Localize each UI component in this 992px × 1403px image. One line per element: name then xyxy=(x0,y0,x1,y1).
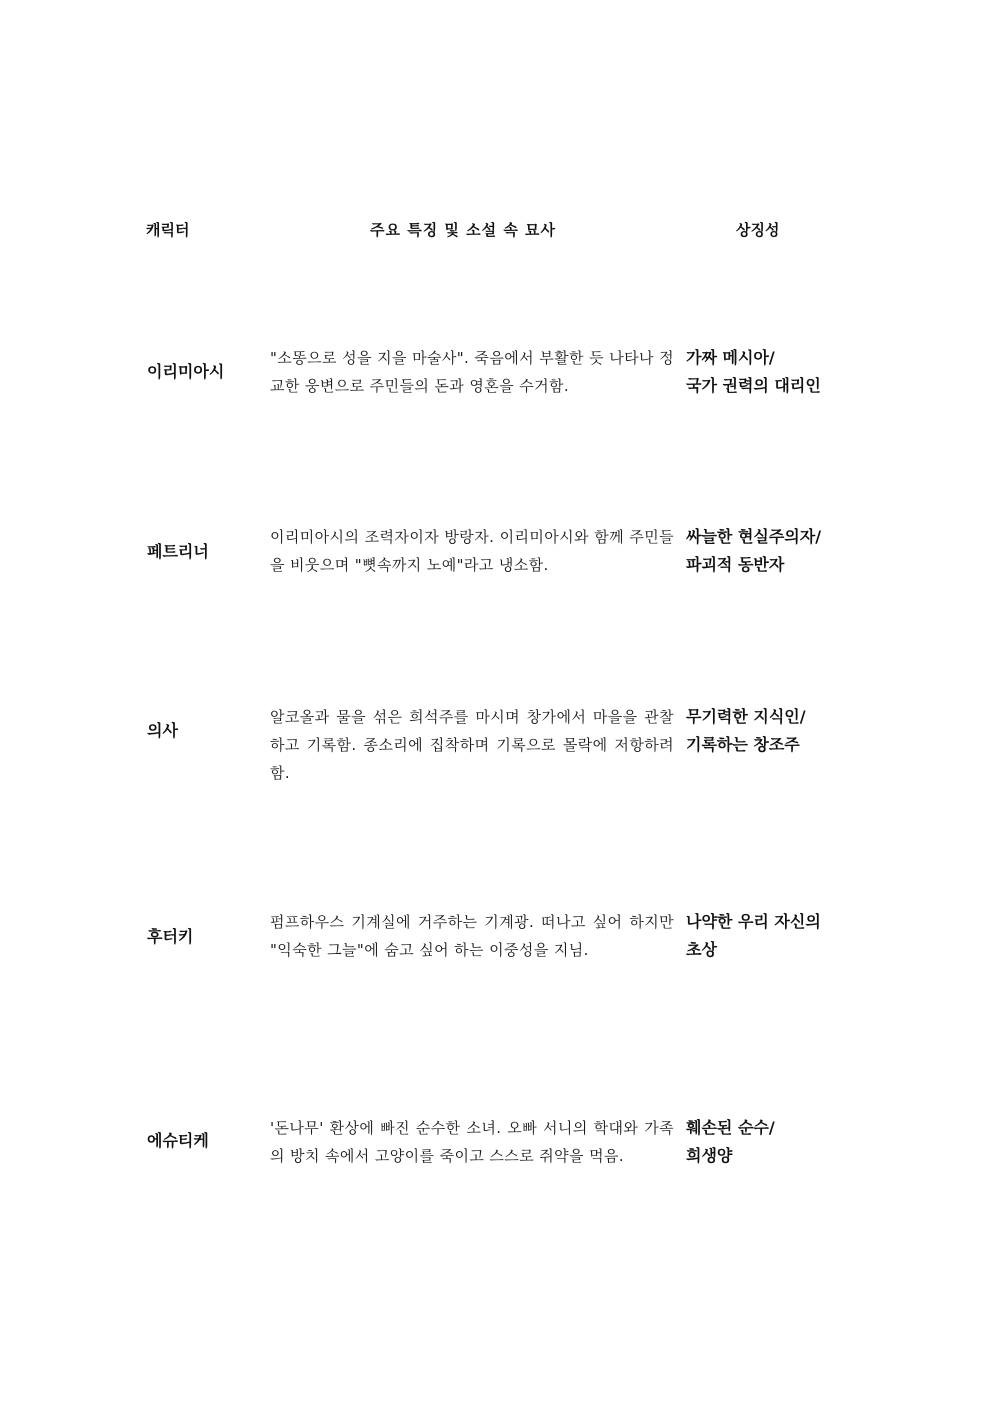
header-description: 주요 특징 및 소설 속 묘사 xyxy=(370,221,557,239)
table-row xyxy=(0,1114,992,1214)
table-row xyxy=(0,703,992,803)
symbolism-line: 파괴적 동반자 xyxy=(686,555,785,574)
character-name: 후터키 xyxy=(147,927,194,946)
symbolism-line: 기록하는 창조주 xyxy=(686,735,800,754)
symbolism-line: 무기력한 지식인/ xyxy=(686,707,806,726)
character-symbolism xyxy=(686,908,856,964)
character-name: 이리미아시 xyxy=(147,362,225,381)
symbolism-line: 나약한 우리 자신의 xyxy=(686,912,821,931)
symbolism-line: 국가 권력의 대리인 xyxy=(686,376,821,395)
symbolism-line: 초상 xyxy=(686,940,717,959)
character-symbolism xyxy=(686,703,856,759)
character-description: 알코올과 물을 섞은 희석주를 마시며 창가에서 마을을 관찰하고 기록함. 종소리에 집착하며 기록으로 몰락에 저항하려 함. xyxy=(270,708,674,782)
header-character: 캐릭터 xyxy=(146,221,190,239)
character-symbolism xyxy=(686,344,856,400)
character-description: "소똥으로 성을 지을 마술사". 죽음에서 부활한 듯 나타나 정교한 웅변으로 주민들의 돈과 영혼을 수거함. xyxy=(270,349,674,395)
header-symbolism: 상징성 xyxy=(736,221,780,239)
character-description: 펌프하우스 기계실에 거주하는 기계광. 떠나고 싶어 하지만 "익숙한 그늘"에 숨고 싶어 하는 이중성을 지님. xyxy=(270,913,674,959)
character-name: 의사 xyxy=(147,721,178,740)
symbolism-line: 싸늘한 현실주의자/ xyxy=(686,527,822,546)
character-description: 이리미아시의 조력자이자 방랑자. 이리미아시와 함께 주민들을 비웃으며 "뼛속까지 노예"라고 냉소함. xyxy=(270,528,674,574)
character-description: '돈나무' 환상에 빠진 순수한 소녀. 오빠 서니의 학대와 가족의 방치 속에서 고양이를 죽이고 스스로 쥐약을 먹음. xyxy=(270,1119,674,1165)
symbolism-line: 희생양 xyxy=(686,1146,733,1165)
character-name: 페트리너 xyxy=(147,542,209,561)
character-symbolism xyxy=(686,1114,856,1170)
symbolism-line: 훼손된 순수/ xyxy=(686,1118,775,1137)
table-row xyxy=(0,908,992,1008)
symbolism-line: 가짜 메시아/ xyxy=(686,348,775,367)
character-symbolism xyxy=(686,523,856,579)
table-row xyxy=(0,344,992,444)
character-name: 에슈티케 xyxy=(147,1131,209,1150)
table-row xyxy=(0,523,992,623)
